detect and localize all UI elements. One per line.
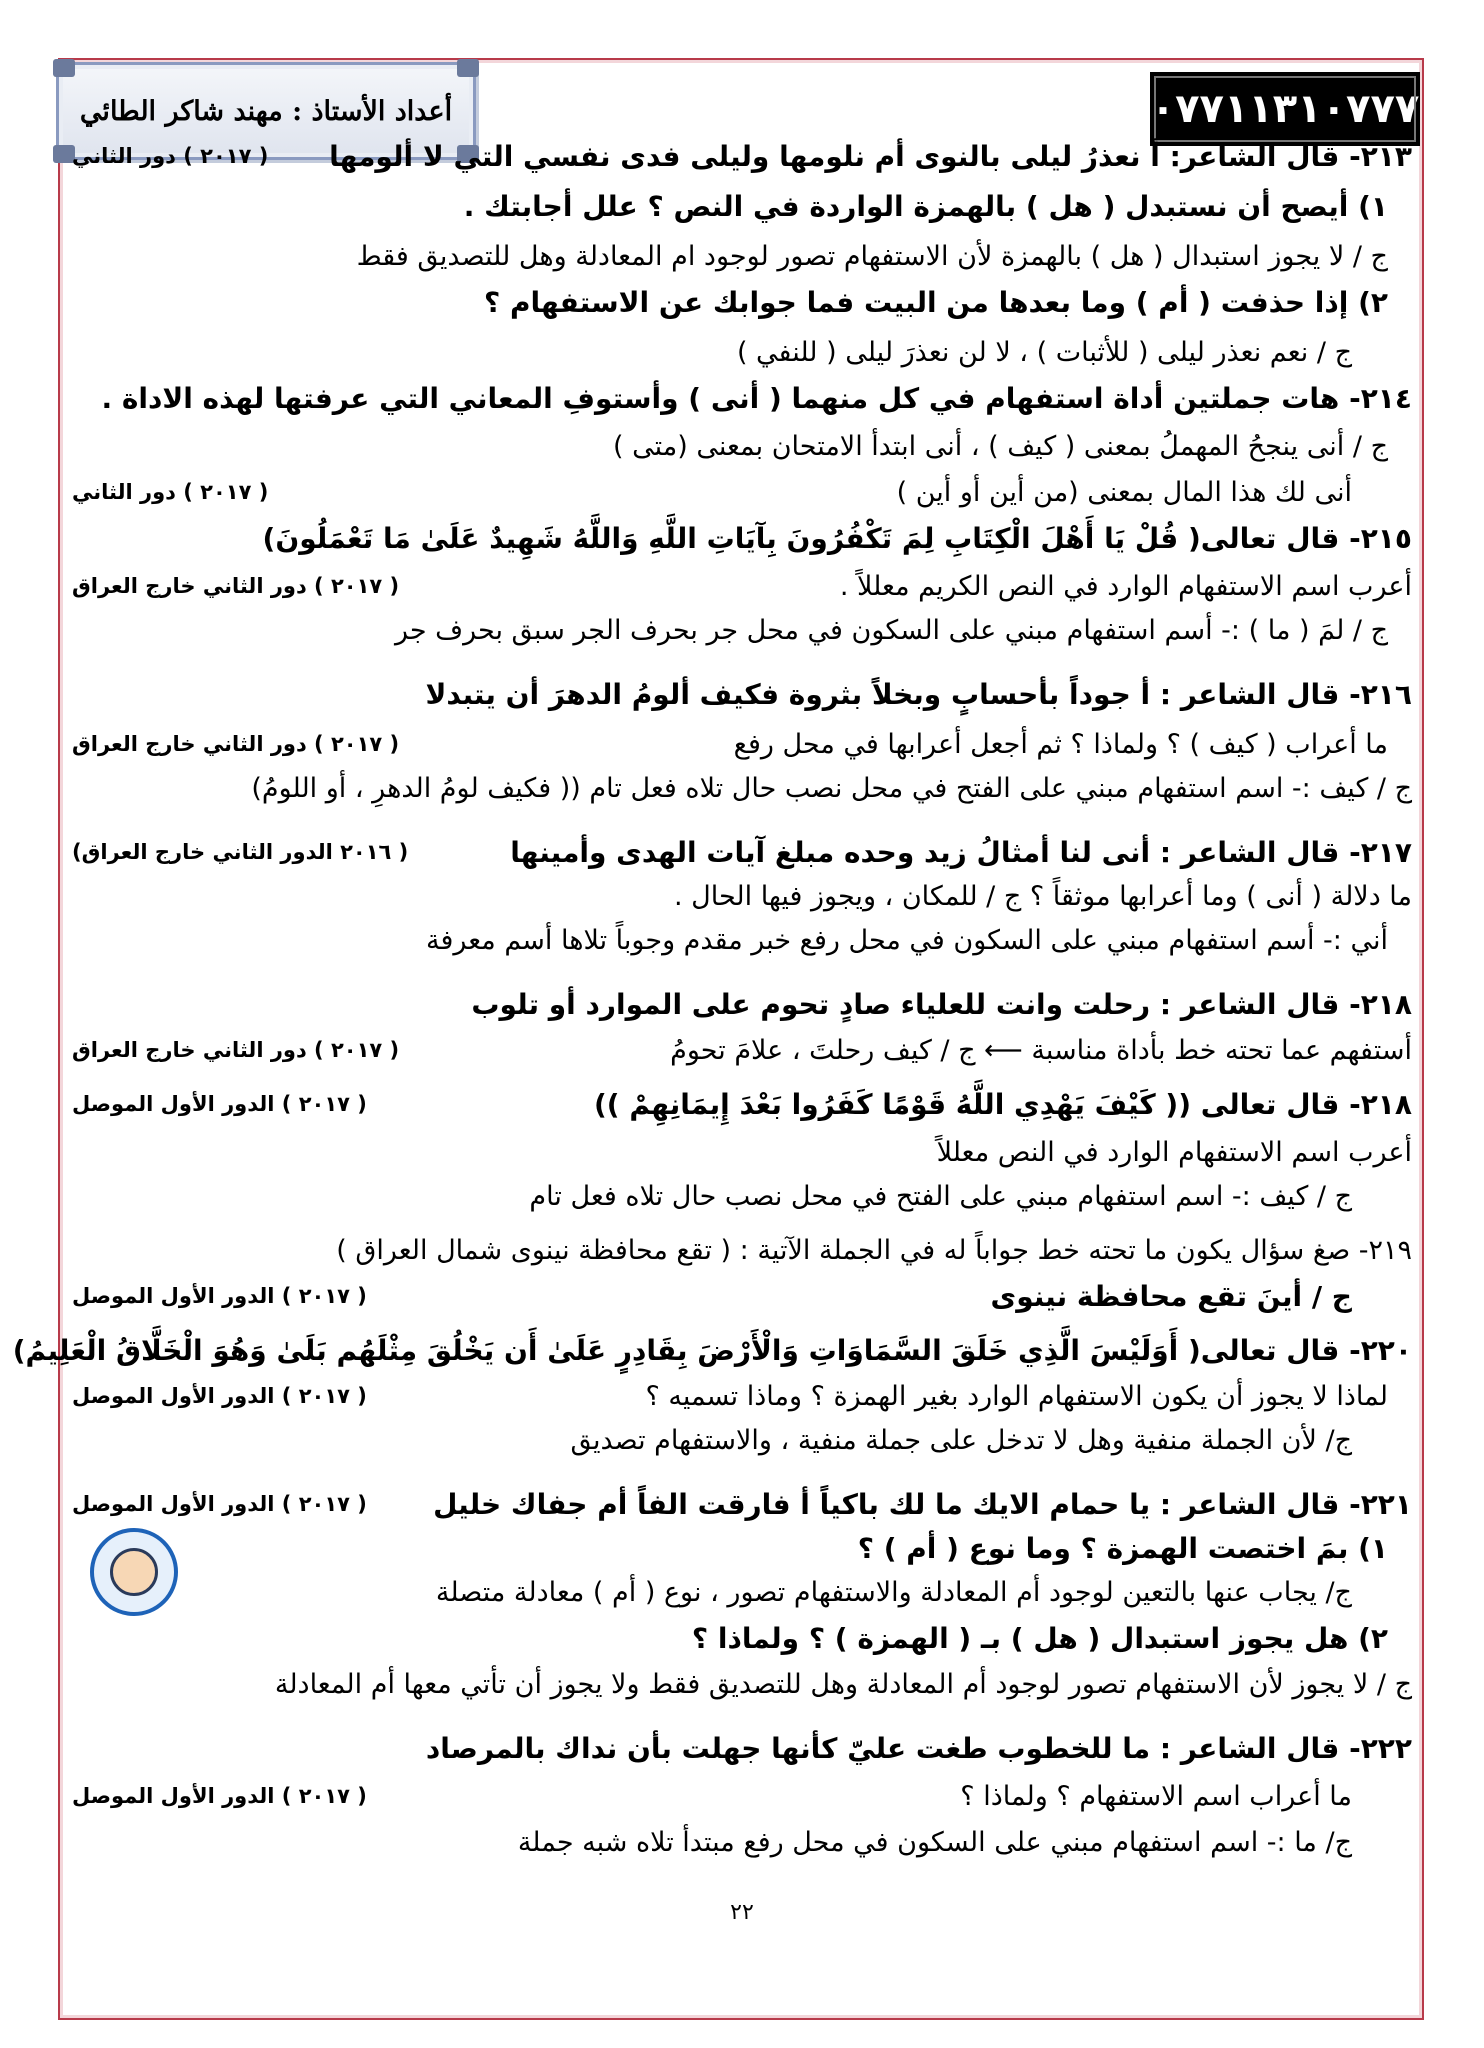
text-line: ٢١٩- صغ سؤال يكون ما تحته خط جواباً له في الجملة الآتية : ( تقع محافظة نينوى شمال العراق ) — [336, 1235, 1412, 1266]
exam-source-note: ( ٢٠١٧ ) الدور الأول الموصل — [72, 1784, 367, 1808]
text-line: ٢١٧- قال الشاعر : أنى لنا أمثالُ زيد وحده مبلغ آيات الهدى وأمينها — [510, 836, 1412, 869]
exam-source-note: ( ٢٠١٧ ) الدور الأول الموصل — [72, 1284, 367, 1308]
text-line: ج / لا يجوز لأن الاستفهام تصور لوجود أم المعادلة وهل للتصديق فقط ولا يجوز أن تأتي معها أم المعادلة — [274, 1669, 1412, 1700]
text-line: ما أعراب اسم الاستفهام ؟ ولماذا ؟ — [960, 1781, 1352, 1812]
text-line: ٢) إذا حذفت ( أم ) وما بعدها من البيت فما جوابك عن الاستفهام ؟ — [484, 286, 1388, 319]
text-line: ج / نعم نعذر ليلى ( للأثبات ) ، لا لن نعذرَ ليلى ( للنفي ) — [736, 337, 1352, 368]
text-line: ج / أنى ينجحُ المهملُ بمعنى ( كيف ) ، أنى ابتدأ الامتحان بمعنى (متى ) — [612, 431, 1388, 462]
text-line: أستفهم عما تحته خط بأداة مناسبة ⟵ ج / كيف رحلتَ ، علامَ تحومُ — [670, 1035, 1412, 1066]
text-line: ما دلالة ( أنى ) وما أعرابها موثقاً ؟ ج / للمكان ، ويجوز فيها الحال . — [673, 881, 1412, 912]
text-line: ٢١٥- قال تعالى( قُلْ يَا أَهْلَ الْكِتَابِ لِمَ تَكْفُرُونَ بِآيَاتِ اللَّهِ وَاللَّهُ شَهِيدٌ عَلَىٰ مَا تَعْمَلُونَ) — [262, 522, 1412, 555]
exam-source-note: ( ٢٠١٧ ) دور الثاني خارج العراق — [72, 732, 400, 756]
text-line: ٢٢٢- قال الشاعر : ما للخطوب طغت عليّ كأنها جهلت بأن نداك بالمرصاد — [425, 1732, 1412, 1765]
text-line: ج / لا يجوز استبدال ( هل ) بالهمزة لأن الاستفهام تصور لوجود ام المعادلة وهل للتصديق فقط — [356, 241, 1388, 272]
text-line: ١) أيصح أن نستبدل ( هل ) بالهمزة الواردة في النص ؟ علل أجابتك . — [463, 190, 1388, 223]
text-line: أعرب اسم الاستفهام الوارد في النص معللاً — [936, 1137, 1412, 1168]
text-line: ٢١٦- قال الشاعر : أ جوداً بأحسابٍ وبخلاً بثروة فكيف ألومُ الدهرَ أن يتبدلا — [425, 678, 1412, 711]
exam-source-note: ( ٢٠١٧ ) دور الثاني خارج العراق — [72, 574, 400, 598]
phone-number: ٠٧٧١١٣١٠٧٧٧ — [1150, 72, 1420, 146]
newton-logo-icon — [90, 1528, 178, 1616]
text-line: ما أعراب ( كيف ) ؟ ولماذا ؟ ثم أجعل أعرابها في محل رفع — [733, 729, 1388, 760]
text-line: أعرب اسم الاستفهام الوارد في النص الكريم معللاً . — [839, 571, 1412, 602]
text-line: أنى لك هذا المال بمعنى (من أين أو أين ) — [896, 477, 1352, 508]
text-line: لماذا لا يجوز أن يكون الاستفهام الوارد بغير الهمزة ؟ وماذا تسميه ؟ — [645, 1381, 1388, 1412]
text-line: ٢٢٠- قال تعالى( أَوَلَيْسَ الَّذِي خَلَقَ السَّمَاوَاتِ وَالْأَرْضَ بِقَادِرٍ عَلَىٰ أَن يَخْلُقَ مِثْلَهُم بَلَىٰ وَهُوَ الْخَلَّاقُ الْعَلِيمُ) — [12, 1334, 1412, 1367]
text-line: ج / لمَ ( ما ) :- أسم استفهام مبني على السكون في محل جر بحرف الجر سبق بحرف جر — [394, 615, 1388, 646]
exam-source-note: ( ٢٠١٦ الدور الثاني خارج العراق) — [72, 840, 409, 864]
text-line: ٢١٣- قال الشاعر: أ نعذرُ ليلى بالنوى أم نلومها وليلى فدى نفسي التي لا ألومها — [329, 140, 1412, 173]
text-line: ج/ ما :- اسم استفهام مبني على السكون في محل رفع مبتدأ تلاه شبه جملة — [517, 1827, 1352, 1858]
exam-source-note: ( ٢٠١٧ ) الدور الأول الموصل — [72, 1384, 367, 1408]
text-line: ج / كيف :- اسم استفهام مبني على الفتح في محل نصب حال تلاه فعل تام — [529, 1181, 1352, 1212]
exam-source-note: ( ٢٠١٧ ) دور الثاني — [72, 480, 269, 504]
text-line: ٢١٨- قال الشاعر : رحلت وانت للعلياء صادٍ تحوم على الموارد أو تلوب — [471, 988, 1412, 1021]
exam-source-note: ( ٢٠١٧ ) الدور الأول الموصل — [72, 1492, 367, 1516]
text-line: ٢١٨- قال تعالى (( كَيْفَ يَهْدِي اللَّهُ قَوْمًا كَفَرُوا بَعْدَ إِيمَانِهِمْ )) — [594, 1088, 1412, 1121]
text-line: ٢١٤- هات جملتين أداة استفهام في كل منهما ( أنى ) وأستوفِ المعاني التي عرفتها لهذه الاداة . — [101, 382, 1412, 415]
text-line: ج / أينَ تقع محافظة نينوى — [990, 1280, 1352, 1313]
exam-source-note: ( ٢٠١٧ ) الدور الأول الموصل — [72, 1092, 367, 1116]
author-name: أعداد الأستاذ : مهند شاكر الطائي — [79, 95, 453, 127]
text-line: ج / كيف :- اسم استفهام مبني على الفتح في محل نصب حال تلاه فعل تام (( فكيف لومُ الدهرِ ، أو اللومُ) — [251, 773, 1412, 804]
text-line: ٢) هل يجوز استبدال ( هل ) بـ ( الهمزة ) ؟ ولماذا ؟ — [691, 1622, 1388, 1655]
text-line: ج/ يجاب عنها بالتعين لوجود أم المعادلة والاستفهام تصور ، نوع ( أم ) معادلة متصلة — [435, 1577, 1352, 1608]
page-number: ٢٢ — [730, 1900, 754, 1925]
exam-source-note: ( ٢٠١٧ ) دور الثاني — [72, 144, 269, 168]
text-line: ج/ لأن الجملة منفية وهل لا تدخل على جملة منفية ، والاستفهام تصديق — [570, 1425, 1352, 1456]
exam-source-note: ( ٢٠١٧ ) دور الثاني خارج العراق — [72, 1038, 400, 1062]
text-line: ٢٢١- قال الشاعر : يا حمام الايك ما لك باكياً أ فارقت الفاً أم جفاك خليل — [433, 1488, 1412, 1521]
text-line: أني :- أسم استفهام مبني على السكون في محل رفع خبر مقدم وجوباً تلاها أسم معرفة — [425, 925, 1388, 956]
text-line: ١) بمَ اختصت الهمزة ؟ وما نوع ( أم ) ؟ — [857, 1532, 1388, 1565]
